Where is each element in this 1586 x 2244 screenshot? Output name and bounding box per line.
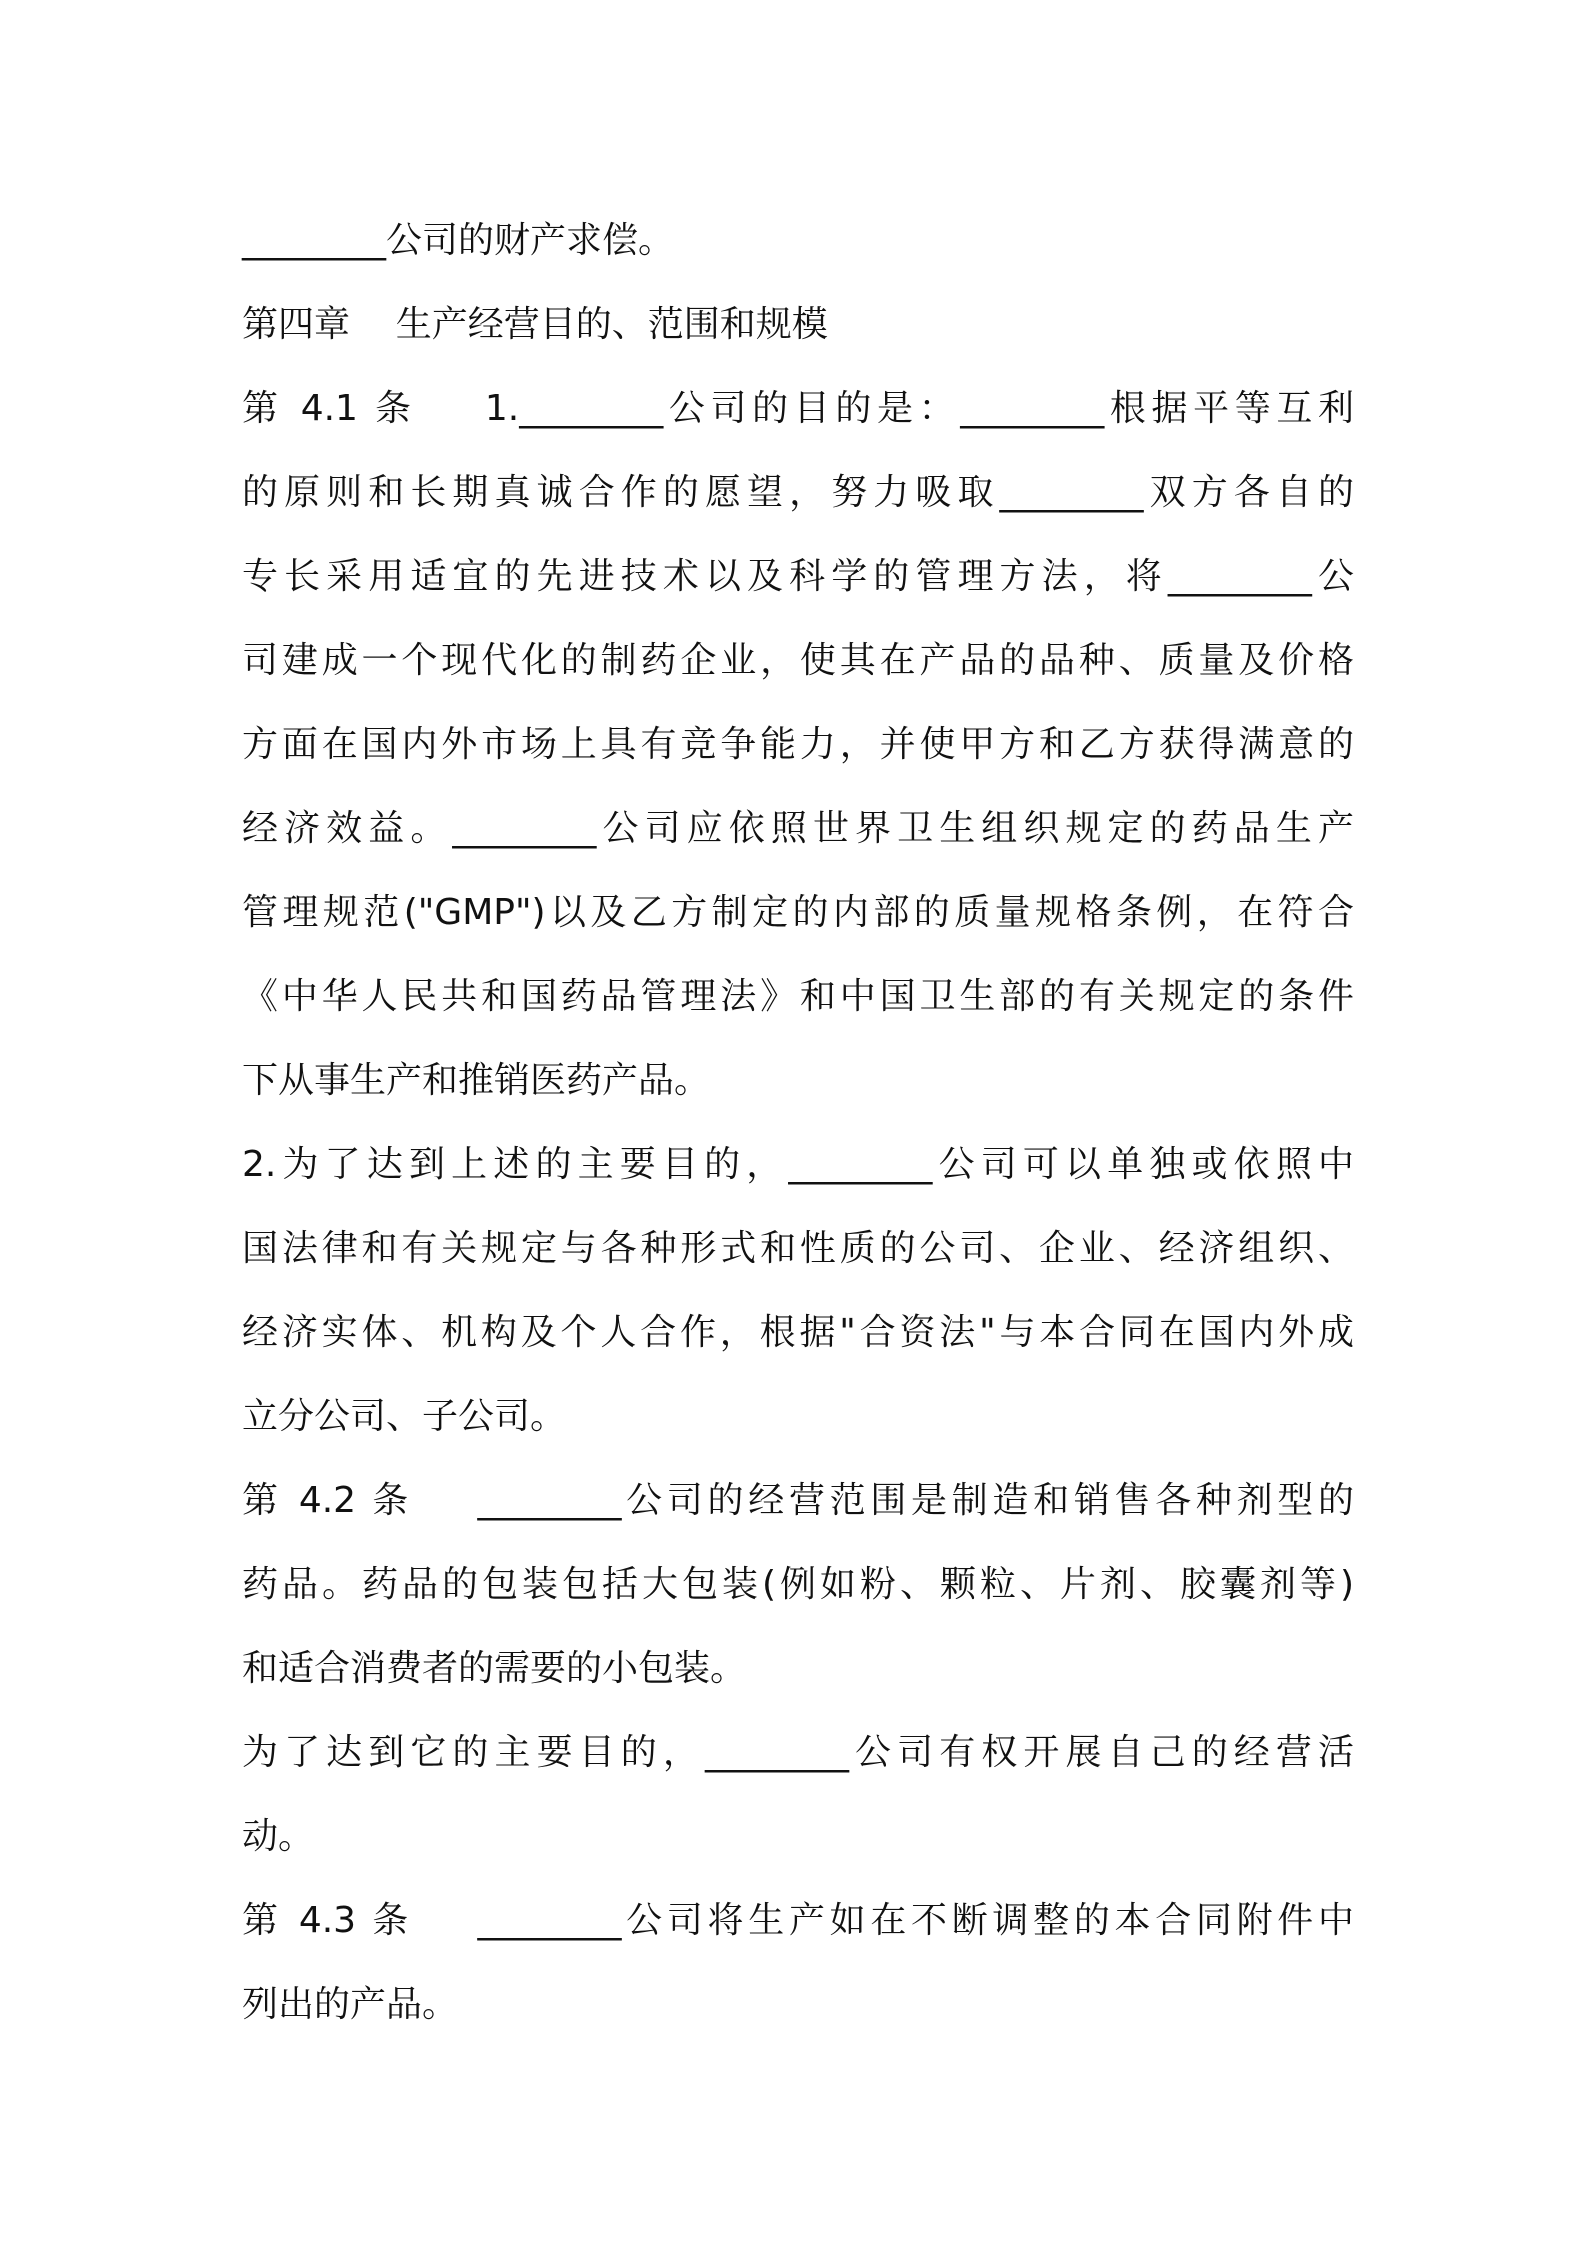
article-4-3-line-1: 第 4.3 条 ________公司将生产如在不断调整的本合同附件中 [242, 1900, 1354, 1941]
article-4-1-line-6: 经济效益。________公司应依照世界卫生组织规定的药品生产 [242, 808, 1354, 849]
text-line-1: ________公司的财产求偿。 [242, 220, 675, 261]
article-4-1-line-5: 方面在国内外市场上具有竞争能力，并使甲方和乙方获得满意的 [242, 724, 1354, 765]
article-4-1-2-line-1: 2.为了达到上述的主要目的，________公司可以单独或依照中 [242, 1144, 1354, 1185]
article-4-2-para2-line-1: 为了达到它的主要目的，________公司有权开展自己的经营活 [242, 1732, 1354, 1773]
article-4-2-para2-line-2: 动。 [242, 1816, 315, 1857]
article-4-2-line-3: 和适合消费者的需要的小包装。 [242, 1648, 747, 1689]
chapter-heading: 第四章 生产经营目的、范围和规模 [242, 304, 828, 345]
document-body [242, 199, 1354, 2047]
article-4-2-line-1: 第 4.2 条 ________公司的经营范围是制造和销售各种剂型的 [242, 1480, 1354, 1521]
article-4-1-line-8: 《中华人民共和国药品管理法》和中国卫生部的有关规定的条件 [242, 976, 1354, 1017]
article-4-1-line-2: 的原则和长期真诚合作的愿望，努力吸取________双方各自的 [242, 472, 1354, 513]
article-4-1-line-3: 专长采用适宜的先进技术以及科学的管理方法，将________公 [242, 556, 1354, 597]
article-4-1-line-7: 管理规范("GMP")以及乙方制定的内部的质量规格条例，在符合 [242, 892, 1354, 933]
article-4-2-line-2: 药品。药品的包装包括大包装(例如粉、颗粒、片剂、胶囊剂等) [242, 1564, 1354, 1605]
article-4-1-line-4: 司建成一个现代化的制药企业，使其在产品的品种、质量及价格 [242, 640, 1354, 681]
article-4-1-line-9: 下从事生产和推销医药产品。 [242, 1060, 711, 1101]
article-4-1-2-line-3: 经济实体、机构及个人合作，根据"合资法"与本合同在国内外成 [242, 1312, 1354, 1353]
article-4-3-line-2: 列出的产品。 [242, 1984, 459, 2025]
article-4-1-2-line-4: 立分公司、子公司。 [242, 1396, 567, 1437]
article-4-1-2-line-2: 国法律和有关规定与各种形式和性质的公司、企业、经济组织、 [242, 1228, 1354, 1269]
article-4-1-line-1: 第 4.1 条 1.________公司的目的是：________根据平等互利 [242, 388, 1354, 429]
